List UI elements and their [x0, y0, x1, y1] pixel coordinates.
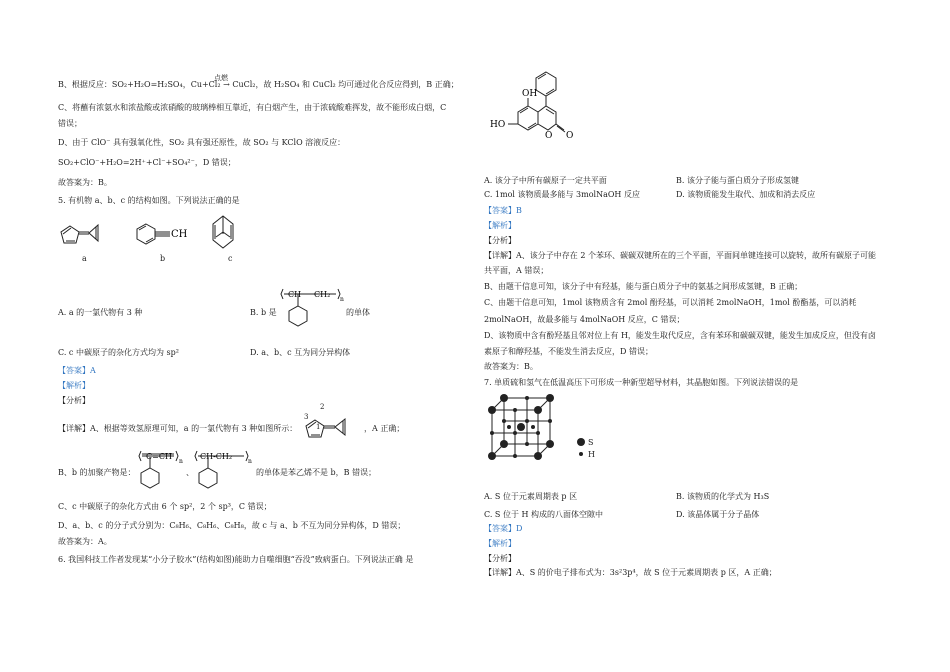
analysis-tag: 【解析】 [58, 381, 90, 390]
legend-h: H [588, 450, 595, 459]
crystal-cell [486, 392, 556, 468]
label-a: a [82, 254, 87, 263]
option-d: D. a、b、c 互为同分异构体 [250, 348, 351, 357]
position-1: 2 [320, 403, 325, 411]
reaction-condition: 点燃 [214, 74, 228, 82]
legend-s: S [588, 438, 594, 447]
ho-label: HO [490, 120, 506, 130]
oh-label: OH [522, 89, 538, 99]
detail-a-end: ，A 正确； [364, 424, 405, 433]
text-line: C、将蘸有浓氨水和浓盐酸或浓硝酸的玻璃棒相互靠近，有白烟产生，由于浓硫酸难挥发，故不能形成白烟，C [58, 103, 447, 112]
svg-text:n: n [248, 458, 252, 465]
label-c: c [228, 254, 233, 263]
svg-text:n: n [340, 296, 344, 303]
svg-text:CH: CH [288, 290, 302, 299]
answer-line: 故答案为：A。 [58, 537, 112, 546]
analysis-tag: 【解析】 [484, 539, 516, 548]
structures-abc [58, 210, 298, 270]
answer-line: 故答案为：B。 [58, 178, 112, 187]
option-b-prefix: B. b 是 [250, 308, 277, 317]
detail-line: D、该物质中含有酚羟基且邻对位上有 H，能发生取代反应，含有苯环和碳碳双键，能发生加成反应，但没有卤 [484, 331, 876, 340]
q6-option-c: C. 1mol 该物质最多能与 3molNaOH 反应 [484, 190, 640, 199]
carbonyl-o-label: O [566, 131, 574, 141]
option-a: A. a 的一氯代物有 3 种 [58, 308, 143, 317]
detail-line: 素原子和醇羟基，不能发生消去反应，D 错误； [484, 347, 653, 356]
structure-a-numbered [301, 408, 361, 444]
q7-option-c: C. S 位于 H 构成的八面体空隙中 [484, 510, 604, 519]
question-5: 5. 有机物 a、b、c 的结构如图。下列说法正确的是 [58, 196, 240, 205]
coumarin-structure [484, 66, 604, 166]
detail-line: 2molNaOH，故最多能与 4molNaOH 反应，C 错误； [484, 315, 685, 324]
text-line: B、根据反应：SO₂+H₂O=H₂SO₄，Cu+Cl₂ → CuCl₂，故 H₂SO₄ 和 CuCl₂ 均可通过化合反应得到，B 正确； [58, 80, 459, 89]
detail-line: 【详解】A、S 的价电子排布式为：3s²3p⁴，故 S 位于元素周期表 p 区，A 正确； [484, 568, 777, 577]
polymer-structure-1 [138, 448, 186, 494]
position-2: 1 [316, 423, 321, 431]
q6-option-a: A. 该分子中所有碳原子一定共平面 [484, 176, 607, 185]
polystyrene-structure [280, 286, 344, 336]
option-c: C. c 中碳原子的杂化方式均为 sp² [58, 348, 179, 357]
question-7: 7. 单质硫和氢气在低温高压下可形成一种新型超导材料，其晶胞如图。下列说法错误的是 [484, 378, 799, 387]
svg-text:CH₂: CH₂ [314, 290, 331, 299]
fenxi-tag: 【分析】 [484, 554, 516, 563]
detail-b-separator: 、 [186, 468, 194, 477]
answer-line: 故答案为：B。 [484, 362, 538, 371]
detail-b-suffix: 的单体是苯乙烯不是 b，B 错误； [256, 468, 377, 477]
option-b-suffix: 的单体 [346, 308, 370, 317]
answer-tag: 【答案】B [484, 206, 522, 215]
analysis-tag: 【解析】 [484, 221, 516, 230]
q6-option-b: B. 该分子能与蛋白质分子形成氢键 [676, 176, 799, 185]
equation-line: SO₂+ClO⁻+H₂O=2H⁺+Cl⁻+SO₄²⁻，D 错误； [58, 158, 236, 167]
polymer-structure-2 [194, 448, 254, 494]
answer-tag: 【答案】A [58, 366, 96, 375]
legend-markers [576, 436, 586, 460]
fenxi-tag: 【分析】 [58, 396, 90, 405]
detail-line: C、由题干信息可知，1mol 该物质含有 2mol 酚羟基，可以消耗 2molNaOH，1mol 酚酯基，可以消耗 [484, 298, 857, 307]
q7-option-b: B. 该物质的化学式为 H₃S [676, 492, 770, 501]
svg-text:n: n [179, 458, 183, 465]
structure-c [213, 216, 233, 248]
q7-option-a: A. S 位于元素周期表 p 区 [484, 492, 578, 501]
structure-a [61, 225, 98, 243]
detail-line: B、由题干信息可知，该分子中有羟基，能与蛋白质分子中的氨基之间形成氢键，B 正确； [484, 282, 803, 291]
ring-o-label: O [545, 131, 553, 141]
detail-c: C、c 中碳原子的杂化方式由 6 个 sp²，2 个 sp³，C 错误； [58, 502, 272, 511]
structure-b [137, 224, 170, 244]
fenxi-tag: 【分析】 [484, 236, 516, 245]
position-3: 3 [304, 413, 309, 421]
svg-text:C=CH: C=CH [146, 452, 172, 461]
q6-option-d: D. 该物质能发生取代、加成和消去反应 [676, 190, 816, 199]
text-line: D、由于 ClO⁻ 具有强氧化性，SO₂ 具有强还原性，故 SO₂ 与 KClO 溶液反应： [58, 138, 346, 147]
detail-a: 【详解】A、根据等效氢原理可知，a 的一氯代物有 3 种如图所示： [58, 424, 298, 433]
detail-d: D、a、b、c 的分子式分别为：C₈H₆、C₈H₆、C₈H₈，故 c 与 a、b 不互为同分异构体，D 错误； [58, 521, 406, 530]
svg-text:CH-CH₂: CH-CH₂ [200, 452, 233, 461]
text-line: 错误； [58, 119, 82, 128]
label-b: b [160, 254, 166, 263]
detail-b-prefix: B、b 的加聚产物是： [58, 468, 136, 477]
structure-b-ch: CH [171, 229, 188, 240]
question-6: 6. 我国科技工作者发现某“小分子胶水”(结构如图)能助力自噬细胞“吞没”致病蛋白。下列说法正确 是 [58, 555, 414, 564]
answer-tag: 【答案】D [484, 524, 523, 533]
q7-option-d: D. 该晶体属于分子晶体 [676, 510, 760, 519]
detail-line: 【详解】A、该分子中存在 2 个苯环、碳碳双键所在的三个平面，平面间单键连接可以旋转，故所有碳原子可能 [484, 251, 876, 260]
detail-line: 共平面，A 错误； [484, 266, 549, 275]
